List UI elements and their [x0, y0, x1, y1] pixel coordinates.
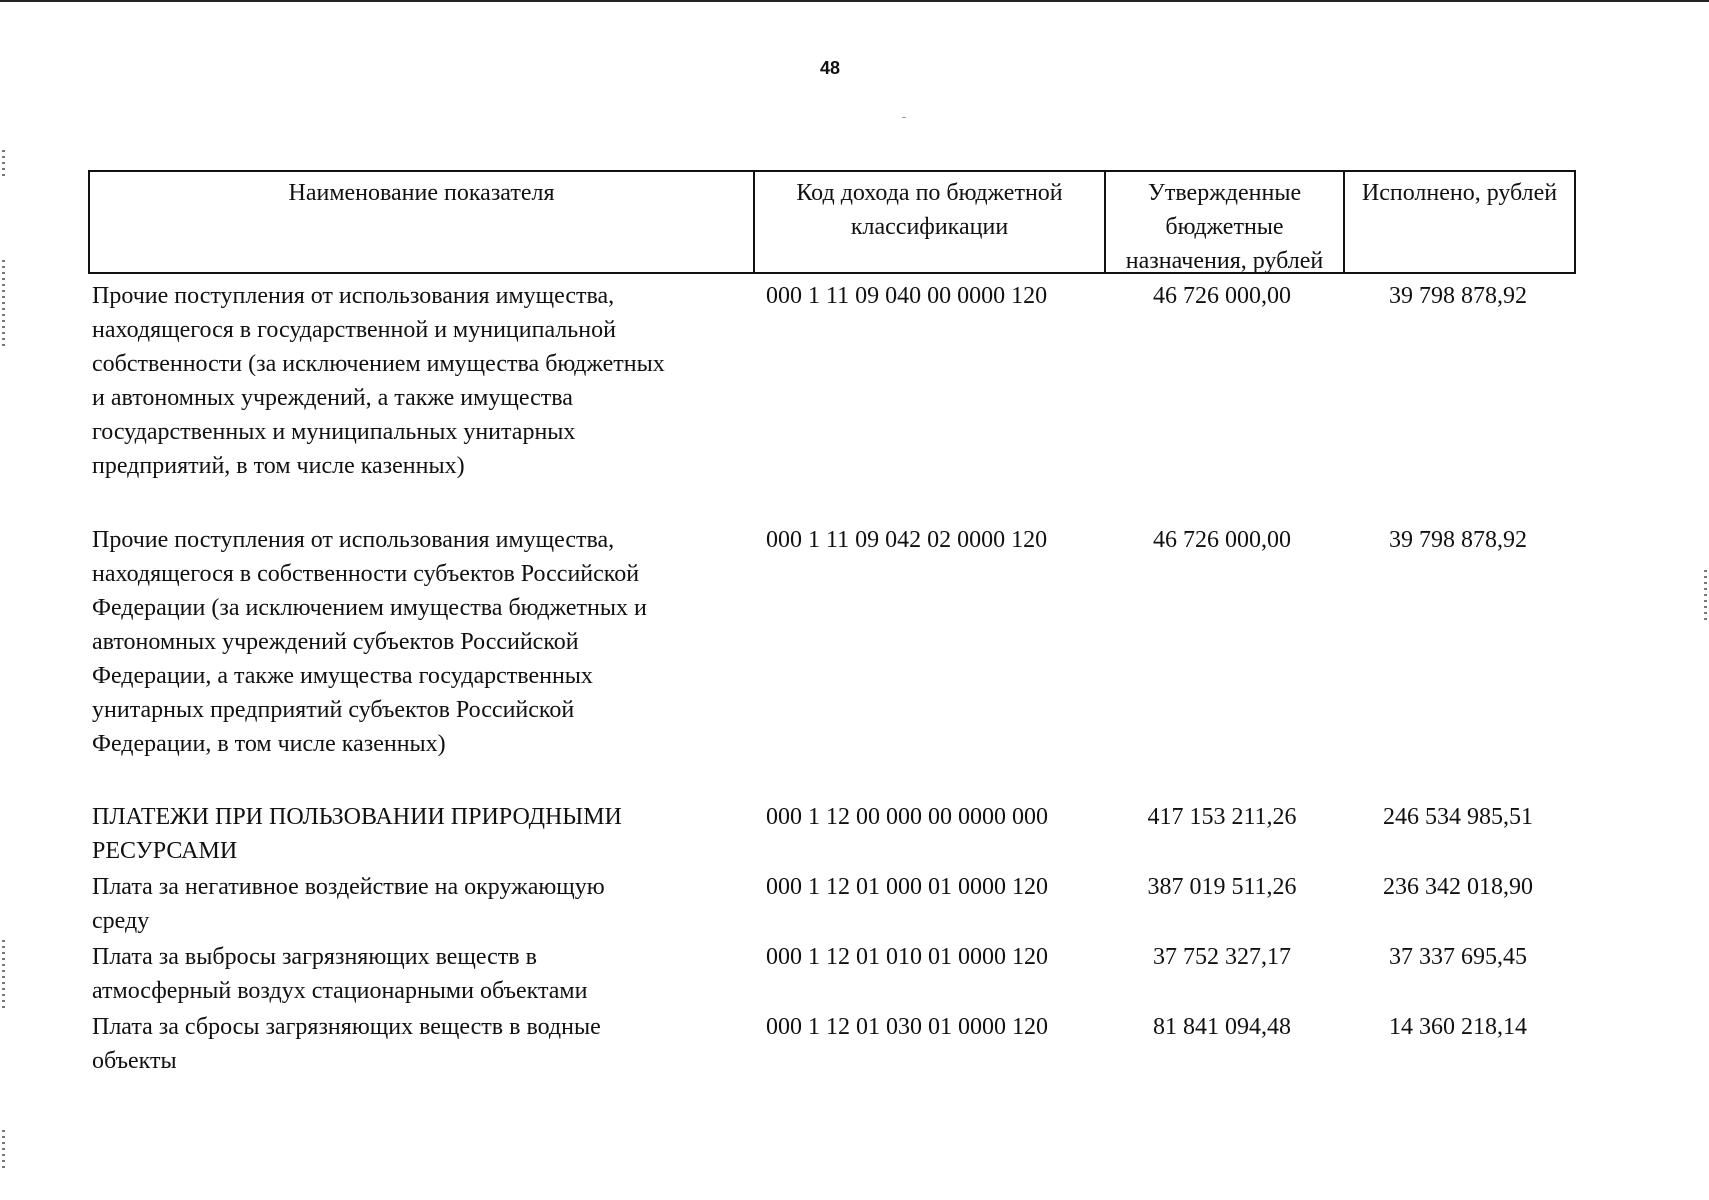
- row-name-line: Прочие поступления от использования имущества,: [92, 283, 615, 309]
- row-name: [92, 279, 752, 483]
- row-approved: 46 726 000,00: [1153, 527, 1291, 553]
- header-executed-line: Исполнено, рублей: [1361, 180, 1558, 206]
- row-name-line: объекты: [92, 1048, 177, 1074]
- row-code: 000 1 12 01 000 01 0000 120: [766, 874, 1048, 900]
- row-name-line: Федерации, в том числе казенных): [92, 731, 446, 757]
- header-name-line: Наименование показателя: [288, 180, 555, 206]
- table-header: [88, 170, 1576, 274]
- row-name-line: Плата за сбросы загрязняющих веществ в водные: [92, 1014, 601, 1040]
- header-approved: [1104, 172, 1343, 272]
- header-code: [753, 172, 1104, 272]
- row-name-line: РЕСУРСАМИ: [92, 838, 238, 864]
- page-number: 48: [819, 58, 841, 78]
- row-name-line: среду: [92, 908, 150, 934]
- row-name: [92, 1010, 752, 1078]
- header-code-line: Код дохода по бюджетной: [796, 180, 1063, 206]
- scan-edge-mark: [2, 940, 5, 1010]
- scan-edge-mark: [2, 260, 5, 350]
- row-name-line: атмосферный воздух стационарными объектами: [92, 978, 588, 1004]
- row-name: [92, 523, 752, 761]
- row-executed: 39 798 878,92: [1389, 283, 1527, 309]
- row-approved: 417 153 211,26: [1147, 804, 1297, 830]
- row-name-line: Прочие поступления от использования имущества,: [92, 527, 615, 553]
- row-name-line: предприятий, в том числе казенных): [92, 453, 465, 479]
- row-approved: 387 019 511,26: [1147, 874, 1297, 900]
- scan-speck: [902, 117, 906, 118]
- row-name: [92, 870, 752, 938]
- row-name-line: Федерации, а также имущества государственных: [92, 663, 593, 689]
- row-name: [92, 940, 752, 1008]
- header-approved-line: бюджетные: [1165, 214, 1284, 240]
- row-executed: 14 360 218,14: [1389, 1014, 1527, 1040]
- row-approved: 46 726 000,00: [1153, 283, 1291, 309]
- scan-edge-mark: [2, 1130, 5, 1170]
- header-approved-line: назначения, рублей: [1125, 248, 1324, 274]
- row-approved: 37 752 327,17: [1153, 944, 1291, 970]
- top-border-line: [0, 0, 1709, 2]
- row-name-line: находящегося в собственности субъектов Российской: [92, 561, 640, 587]
- header-name: [90, 172, 753, 272]
- row-executed: 37 337 695,45: [1389, 944, 1527, 970]
- row-name-line: автономных учреждений субъектов Российской: [92, 629, 579, 655]
- row-code: 000 1 12 01 030 01 0000 120: [766, 1014, 1048, 1040]
- row-name-line: и автономных учреждений, а также имущества: [92, 385, 573, 411]
- row-executed: 39 798 878,92: [1389, 527, 1527, 553]
- row-name-line: ПЛАТЕЖИ ПРИ ПОЛЬЗОВАНИИ ПРИРОДНЫМИ: [92, 804, 622, 830]
- row-name-line: Федерации (за исключением имущества бюджетных и: [92, 595, 647, 621]
- scan-edge-mark: [1704, 570, 1707, 620]
- row-name-line: государственных и муниципальных унитарных: [92, 419, 576, 445]
- scan-edge-mark: [2, 150, 5, 180]
- row-name-line: унитарных предприятий субъектов Российской: [92, 697, 575, 723]
- header-executed: [1343, 172, 1574, 272]
- row-code: 000 1 11 09 040 00 0000 120: [766, 283, 1048, 309]
- header-approved-line: Утвержденные: [1147, 180, 1302, 206]
- row-executed: 246 534 985,51: [1383, 804, 1533, 830]
- row-name-line: Плата за выбросы загрязняющих веществ в: [92, 944, 537, 970]
- row-name-line: собственности (за исключением имущества бюджетных: [92, 351, 665, 377]
- row-executed: 236 342 018,90: [1383, 874, 1533, 900]
- row-name: [92, 800, 752, 868]
- header-code-line: классификации: [850, 214, 1009, 240]
- row-approved: 81 841 094,48: [1153, 1014, 1291, 1040]
- row-code: 000 1 12 01 010 01 0000 120: [766, 944, 1048, 970]
- row-code: 000 1 12 00 000 00 0000 000: [766, 804, 1048, 830]
- row-code: 000 1 11 09 042 02 0000 120: [766, 527, 1048, 553]
- row-name-line: находящегося в государственной и муниципальной: [92, 317, 616, 343]
- row-name-line: Плата за негативное воздействие на окружающую: [92, 874, 605, 900]
